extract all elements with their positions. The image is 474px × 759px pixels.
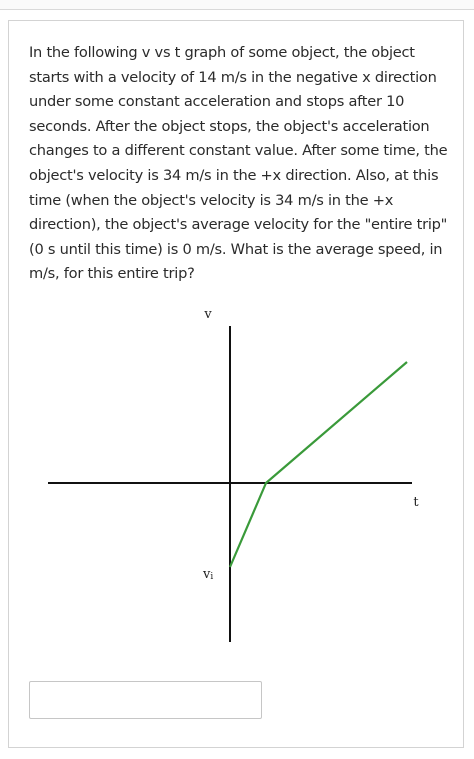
velocity-line bbox=[230, 362, 407, 567]
question-text: In the following v vs t graph of some object, the object starts with a velocity of 14 m/s in the negative x direction under some constant acceleration and stops after 10 seconds. After the object stops, the object's acceleration changes to a different constant value. After some time, the object's velocity is 34 m/s in the +x direction. Also, at this time (when the object's velocity is 34 m/s in the +x direction), the object's average velocity for the "entire trip" (0 s until this time) is 0 m/s. What is the average speed, in m/s, for this entire trip? bbox=[29, 44, 448, 283]
v-axis-label: v bbox=[204, 307, 212, 322]
initial-velocity-label: vi bbox=[203, 567, 214, 582]
t-axis-label: t bbox=[413, 495, 419, 510]
